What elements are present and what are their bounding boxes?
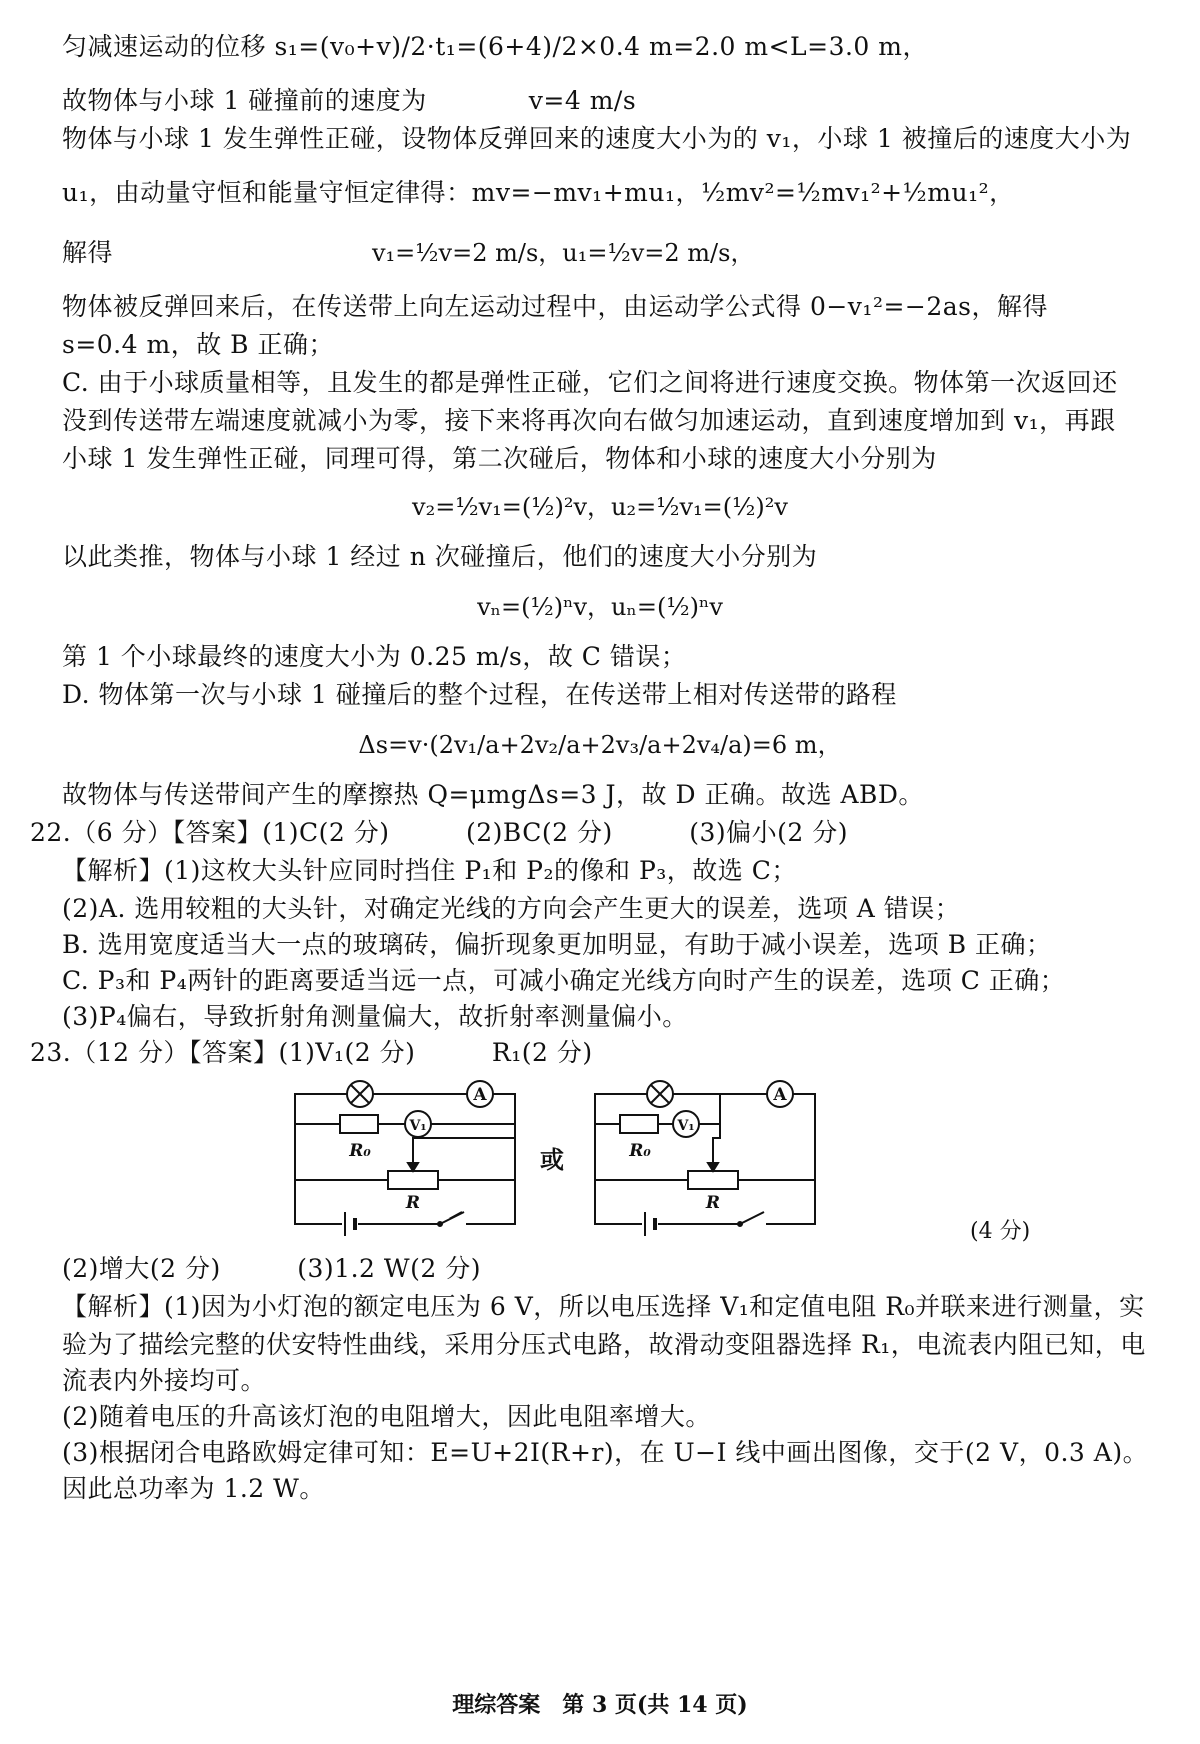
text-line: 物体与小球 1 发生弹性正碰，设物体反弹回来的速度大小为的 v₁，小球 1 被撞后的速度大小为 bbox=[62, 124, 1132, 153]
question-22-answer: 22.（6 分）【答案】(1)C(2 分) (2)BC(2 分) (3)偏小(2 分) bbox=[30, 818, 849, 847]
rheostat-label: R bbox=[405, 1193, 421, 1213]
or-label: 或 bbox=[540, 1145, 564, 1174]
text-line: 故物体与小球 1 碰撞前的速度为 v=4 m/s bbox=[62, 86, 637, 115]
voltmeter-label: V₁ bbox=[409, 1118, 427, 1134]
text-line: (3)P₄偏右，导致折射角测量偏大，故折射率测量偏小。 bbox=[62, 1002, 688, 1031]
circuit-diagrams bbox=[280, 1068, 1120, 1248]
text-line: (2)A. 选用较粗的大头针，对确定光线的方向会产生更大的误差，选项 A 错误； bbox=[62, 894, 961, 923]
text-line: (3)根据闭合电路欧姆定律可知：E=U+2I(R+r)，在 U−I 线中画出图像，交于(2 V，0.3 A)。 bbox=[62, 1438, 1149, 1467]
text-line: 【解析】(1)这枚大头针应同时挡住 P₁和 P₂的像和 P₃，故选 C； bbox=[62, 856, 797, 885]
text-line: D. 物体第一次与小球 1 碰撞后的整个过程，在传送带上相对传送带的路程 bbox=[62, 680, 897, 709]
text-line: 验为了描绘完整的伏安特性曲线，采用分压式电路，故滑动变阻器选择 R₁，电流表内阻已知，电 bbox=[62, 1330, 1146, 1359]
text-line: 第 1 个小球最终的速度大小为 0.25 m/s，故 C 错误； bbox=[62, 642, 687, 671]
equation: v₁=½v=2 m/s，u₁=½v=2 m/s， bbox=[372, 239, 755, 267]
text-line: 小球 1 发生弹性正碰，同理可得，第二次碰后，物体和小球的速度大小分别为 bbox=[62, 444, 937, 473]
text-line: u₁，由动量守恒和能量守恒定律得：mv=−mv₁+mu₁，½mv²=½mv₁²+½mu₁²， bbox=[62, 178, 1015, 207]
text-line: 匀减速运动的位移 s₁=(v₀+v)/2·t₁=(6+4)/2×0.4 m=2.0 m<L=3.0 m， bbox=[62, 32, 928, 61]
text-line: 以此类推，物体与小球 1 经过 n 次碰撞后，他们的速度大小分别为 bbox=[62, 542, 818, 571]
text-line: (2)随着电压的升高该灯泡的电阻增大，因此电阻率增大。 bbox=[62, 1402, 711, 1431]
text-line: C. 由于小球质量相等，且发生的都是弹性正碰，它们之间将进行速度交换。物体第一次返回还 bbox=[62, 368, 1118, 397]
equation: Δs=v·(2v₁/a+2v₂/a+2v₃/a+2v₄/a)=6 m， bbox=[358, 731, 842, 759]
text-line: 因此总功率为 1.2 W。 bbox=[62, 1474, 325, 1503]
score-label: (4 分) bbox=[970, 1219, 1031, 1244]
text-line: 物体被反弹回来后，在传送带上向左运动过程中，由运动学公式得 0−v₁²=−2as，解得 bbox=[62, 292, 1049, 321]
rheostat-label: R bbox=[705, 1193, 721, 1213]
r0-label: R₀ bbox=[349, 1141, 371, 1161]
text-line: s=0.4 m，故 B 正确； bbox=[62, 330, 334, 359]
text-line: B. 选用宽度适当大一点的玻璃砖，偏折现象更加明显，有助于减小误差，选项 B 正确； bbox=[62, 930, 1052, 959]
voltmeter-label: V₁ bbox=[677, 1118, 695, 1134]
r0-label: R₀ bbox=[629, 1141, 651, 1161]
equation: vₙ=(½)ⁿv，uₙ=(½)ⁿv bbox=[477, 593, 723, 621]
text-line: C. P₃和 P₄两针的距离要适当远一点，可减小确定光线方向时产生的误差，选项 C 正确； bbox=[62, 966, 1066, 995]
ammeter-label: A bbox=[773, 1085, 787, 1105]
text-line: (2)增大(2 分) (3)1.2 W(2 分) bbox=[62, 1254, 481, 1283]
text-line: 没到传送带左端速度就减小为零，接下来将再次向右做匀加速运动，直到速度增加到 v₁，再跟 bbox=[62, 406, 1116, 435]
text-line: 解得 bbox=[62, 238, 114, 267]
ammeter-label: A bbox=[473, 1085, 487, 1105]
equation: v₂=½v₁=(½)²v，u₂=½v₁=(½)²v bbox=[412, 493, 788, 521]
page-footer: 理综答案 第 3 页(共 14 页) bbox=[452, 1692, 748, 1718]
question-23-answer: 23.（12 分）【答案】(1)V₁(2 分) R₁(2 分) bbox=[30, 1038, 593, 1067]
text-line: 【解析】(1)因为小灯泡的额定电压为 6 V，所以电压选择 V₁和定值电阻 R₀并联来进行测量，实 bbox=[62, 1292, 1145, 1321]
text-line: 故物体与传送带间产生的摩擦热 Q=μmgΔs=3 J，故 D 正确。故选 ABD。 bbox=[62, 780, 924, 809]
text-line: 流表内外接均可。 bbox=[62, 1366, 267, 1395]
